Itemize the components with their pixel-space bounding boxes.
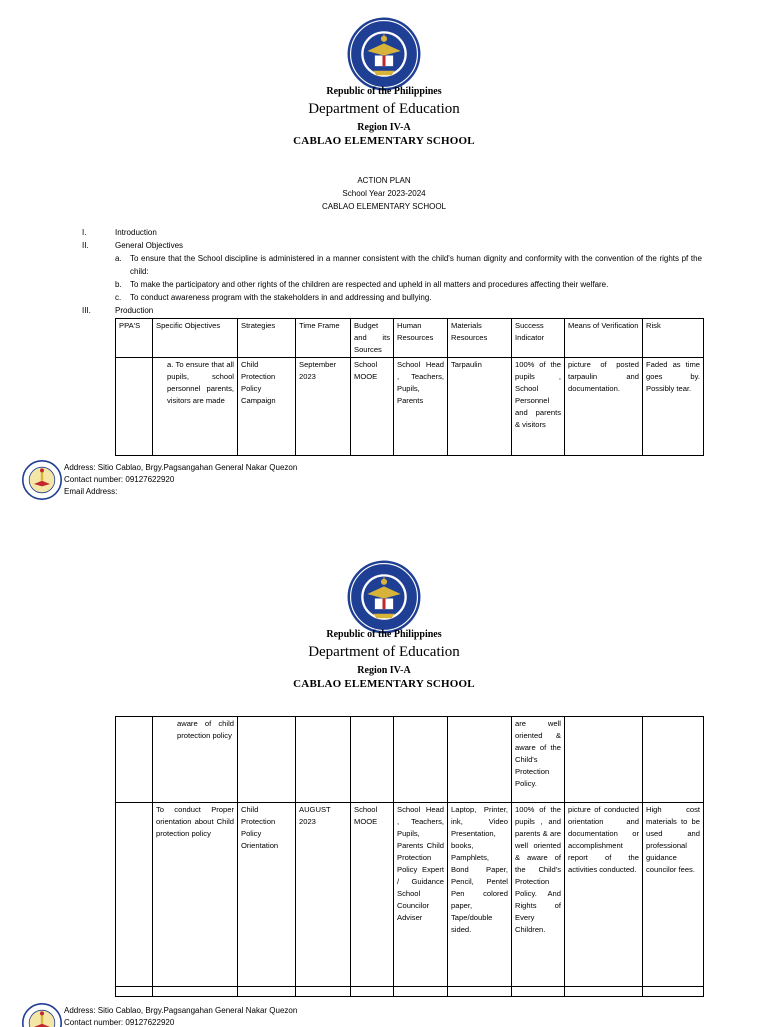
footer <box>22 1003 422 1027</box>
deped-seal-icon <box>346 559 422 635</box>
table-row-empty <box>116 987 704 997</box>
objective-b <box>82 278 702 291</box>
table-cell <box>394 717 448 803</box>
table-cell: Child Protection Policy Orientation <box>238 803 296 987</box>
table-cell <box>643 717 704 803</box>
table-cell: Child Protection Policy Campaign <box>238 358 296 456</box>
outline-section <box>82 226 702 317</box>
region-heading: Region IV-A <box>357 665 411 676</box>
outline-item-objectives <box>82 239 702 252</box>
republic-heading: Republic of the Philippines <box>326 86 442 97</box>
header-cell: Success Indicator <box>512 319 565 358</box>
region-heading: Region IV-A <box>357 122 411 133</box>
table-cell: Laptop, Printer, ink, Video Presentation, books, Pamphlets, Bond Paper, Pencil, Pentel Pen colored paper, Tape/double sided. <box>448 803 512 987</box>
table-row <box>116 803 704 987</box>
table-cell <box>512 987 565 997</box>
header-cell: Strategies <box>238 319 296 358</box>
outline-text: General Objectives <box>115 241 184 250</box>
outline-item-production <box>82 304 702 317</box>
header-cell: Risk <box>643 319 704 358</box>
action-plan-table-part1 <box>115 318 704 456</box>
action-plan-table-part2 <box>115 716 704 997</box>
table-cell: Tarpaulin <box>448 358 512 456</box>
objective-text: To conduct awareness program with the stakeholders in and addressing and bullying. <box>130 293 432 302</box>
plan-school-year: School Year 2023-2024 <box>342 189 426 198</box>
table-header-row <box>116 319 704 358</box>
table-cell: School MOOE <box>351 358 394 456</box>
footer <box>22 460 422 500</box>
table-cell: picture of posted tarpaulin and documentation. <box>565 358 643 456</box>
table-cell <box>296 987 351 997</box>
outline-text: Production <box>115 306 154 315</box>
table-cell <box>351 987 394 997</box>
header-cell: Specific Objectives <box>153 319 238 358</box>
table-cell: picture of conducted orientation and documentation or accomplishment report of the activities conducted. <box>565 803 643 987</box>
table-cell <box>448 717 512 803</box>
table-cell: High cost materials to be used and professional guidance councilor fees. <box>643 803 704 987</box>
header-cell: Budget and its Sources <box>351 319 394 358</box>
outline-number: I. <box>82 228 87 237</box>
footer-contact: Contact number: 09127622920 <box>64 475 175 484</box>
footer-address: Address: Sitio Cablao, Brgy.Pagsangahan General Nakar Quezon <box>64 463 298 472</box>
table-cell: School Head , Teachers, Pupils, Parents Child Protection Policy Expert / Guidance School Councilor Adviser <box>394 803 448 987</box>
table-cell: 100% of the pupils , School Personnel and parents & visitors <box>512 358 565 456</box>
republic-heading: Republic of the Philippines <box>326 629 442 640</box>
header-cell: Human Resources <box>394 319 448 358</box>
outline-text: Introduction <box>115 228 157 237</box>
table-cell <box>351 717 394 803</box>
objective-letter: b. <box>115 280 122 289</box>
outline-number: III. <box>82 306 91 315</box>
outline-item-introduction <box>82 226 702 239</box>
objective-c <box>82 291 702 304</box>
footer-email: Email Address: <box>64 487 118 496</box>
plan-school: CABLAO ELEMENTARY SCHOOL <box>321 202 447 211</box>
header-cell: Time Frame <box>296 319 351 358</box>
table-cell: To conduct Proper orientation about Child protection policy <box>153 803 238 987</box>
objective-a <box>82 252 702 278</box>
table-cell <box>565 717 643 803</box>
table-cell <box>238 717 296 803</box>
outline-number: II. <box>82 241 89 250</box>
table-cell <box>238 987 296 997</box>
table-cell <box>153 987 238 997</box>
header-cell: Means of Verification <box>565 319 643 358</box>
table-cell: a. To ensure that all pupils, school personnel parents, visitors are made <box>153 358 238 456</box>
table-cell: 100% of the pupils , and parents & are well oriented & aware of the Child's Protection Policy. And Rights of Every Children. <box>512 803 565 987</box>
objective-letter: c. <box>115 293 122 302</box>
table-cell: AUGUST 2023 <box>296 803 351 987</box>
school-heading: CABLAO ELEMENTARY SCHOOL <box>293 678 475 690</box>
school-heading: CABLAO ELEMENTARY SCHOOL <box>293 135 475 147</box>
table-cell: are well oriented & aware of the Child's Protection Policy. <box>512 717 565 803</box>
table-cell: September 2023 <box>296 358 351 456</box>
school-logo-icon <box>22 1003 62 1027</box>
department-heading: Department of Education <box>308 644 460 660</box>
table-cell <box>643 987 704 997</box>
footer-address: Address: Sitio Cablao, Brgy.Pagsangahan General Nakar Quezon <box>64 1006 298 1015</box>
department-heading: Department of Education <box>308 101 460 117</box>
table-cell <box>116 987 153 997</box>
table-row <box>116 717 704 803</box>
table-cell <box>565 987 643 997</box>
table-cell: Faded as time goes by. Possibly tear. <box>643 358 704 456</box>
objective-text: To make the participatory and other rights of the children are respected and upheld in all matters and procedures affecting their welfare. <box>130 280 609 289</box>
table-cell <box>296 717 351 803</box>
plan-title: ACTION PLAN <box>357 176 411 185</box>
table-cell <box>448 987 512 997</box>
table-cell: School MOOE <box>351 803 394 987</box>
table-cell <box>116 717 153 803</box>
footer-contact: Contact number: 09127622920 <box>64 1018 175 1027</box>
document-page-2 <box>0 545 768 1027</box>
table-cell <box>394 987 448 997</box>
table-cell <box>116 803 153 987</box>
header-cell: PPA'S <box>116 319 153 358</box>
deped-seal-icon <box>346 16 422 92</box>
table-cell: School Head , Teachers, Pupils, Parents <box>394 358 448 456</box>
table-cell <box>116 358 153 456</box>
header-cell: Materials Resources <box>448 319 512 358</box>
table-row <box>116 358 704 456</box>
objective-letter: a. <box>115 254 122 263</box>
objective-text: To ensure that the School discipline is administered in a manner consistent with the child's human dignity and conformity with the convention of the rights pf the child: <box>130 254 702 276</box>
school-logo-icon <box>22 460 62 500</box>
table-cell: aware of child protection policy <box>153 717 238 803</box>
